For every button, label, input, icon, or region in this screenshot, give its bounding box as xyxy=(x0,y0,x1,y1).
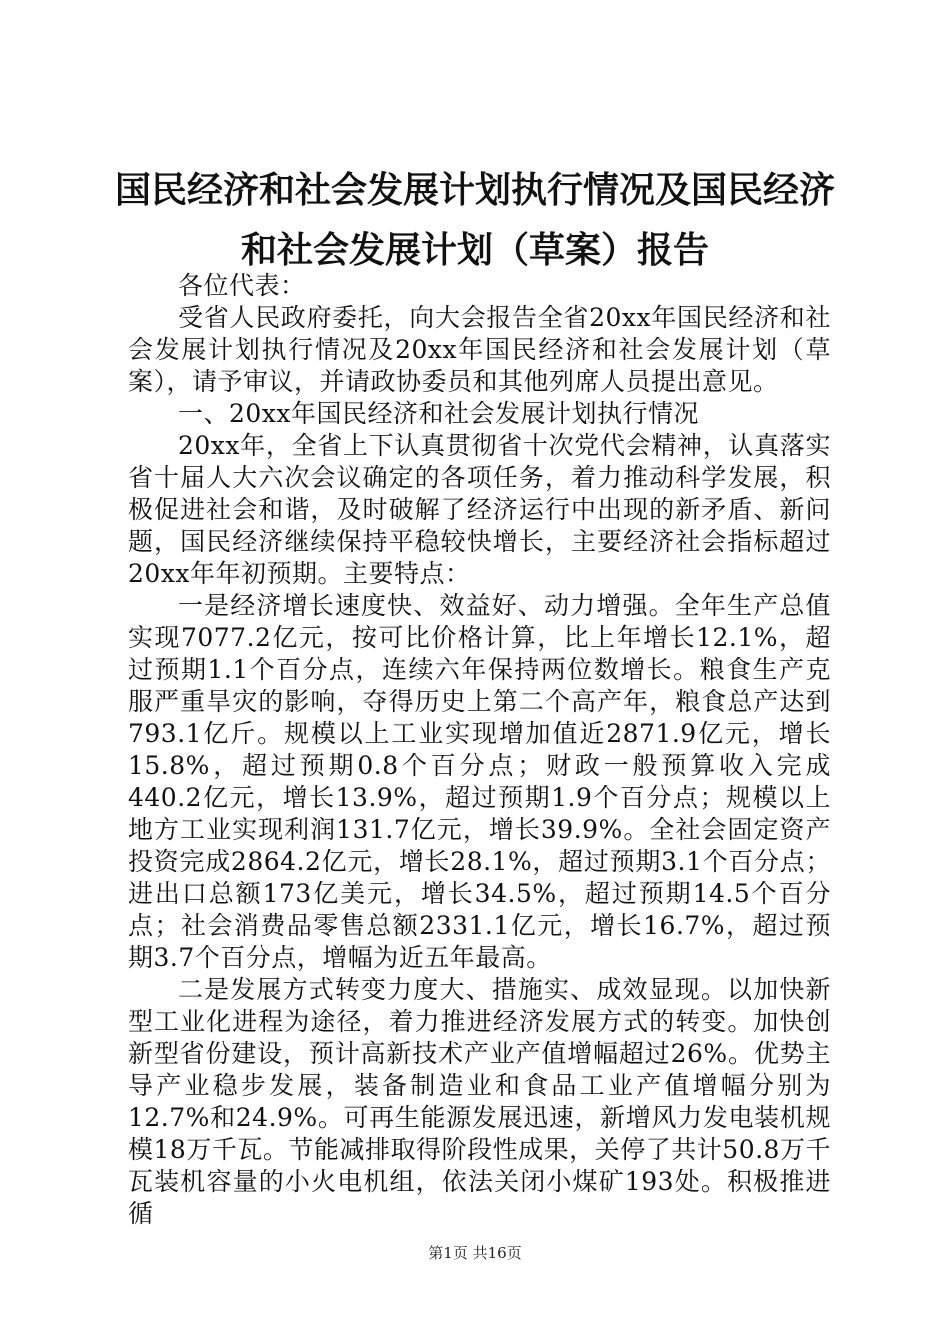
page-number-footer: 第1页 共16页 xyxy=(428,1244,522,1262)
section-heading: 一、20xx年国民经济和社会发展计划执行情况 xyxy=(178,399,700,428)
feature-two-paragraph: 二是发展方式转变力度大、措施实、成效显现。以加快新型工业化进程为途径，着力推进经济发展方式的转变。加快创新型省份建设，预计高新技术产业产值增幅超过26%。优势主导产业稳步发展，装备制造业和食品工业产值增幅分别为12.7%和24.9%。可再生能源发展迅速，新增风力发电装机规模18万千瓦。节能减排取得阶段性成果，关停了共计50.8万千瓦装机容量的小火电机组，依法关闭小煤矿193处。积极推进循 xyxy=(128,975,831,1228)
document-body xyxy=(128,270,831,1230)
salutation-paragraph: 各位代表： xyxy=(178,271,306,300)
summary-paragraph: 20xx年，全省上下认真贯彻省十次党代会精神，认真落实省十届人大六次会议确定的各项任务，着力推动科学发展，积极促进社会和谐，及时破解了经济运行中出现的新矛盾、新问题，国民经济继续保持平稳较快增长，主要经济社会指标超过20xx年年初预期。主要特点： xyxy=(128,431,831,588)
intro-paragraph: 受省人民政府委托，向大会报告全省20xx年国民经济和社会发展计划执行情况及20xx年国民经济和社会发展计划（草案），请予审议，并请政协委员和其他列席人员提出意见。 xyxy=(128,303,831,396)
document-title: 国民经济和社会发展计划执行情况及国民经济和社会发展计划（草案）报告 xyxy=(114,169,835,271)
feature-one-paragraph: 一是经济增长速度快、效益好、动力增强。全年生产总值实现7077.2亿元，按可比价格计算，比上年增长12.1%，超过预期1.1个百分点，连续六年保持两位数增长。粮食生产克服严重旱灾的影响，夺得历史上第二个高产年，粮食总产达到793.1亿斤。规模以上工业实现增加值近2871.9亿元，增长15.8%，超过预期0.8个百分点；财政一般预算收入完成440.2亿元，增长13.9%，超过预期1.9个百分点；规模以上地方工业实现利润131.7亿元，增长39.9%。全社会固定资产投资完成2864.2亿元，增长28.1%，超过预期3.1个百分点；进出口总额173亿美元，增长34.5%，超过预期14.5个百分点；社会消费品零售总额2331.1亿元，增长16.7%，超过预期3.7个百分点，增幅为近五年最高。 xyxy=(128,591,831,972)
